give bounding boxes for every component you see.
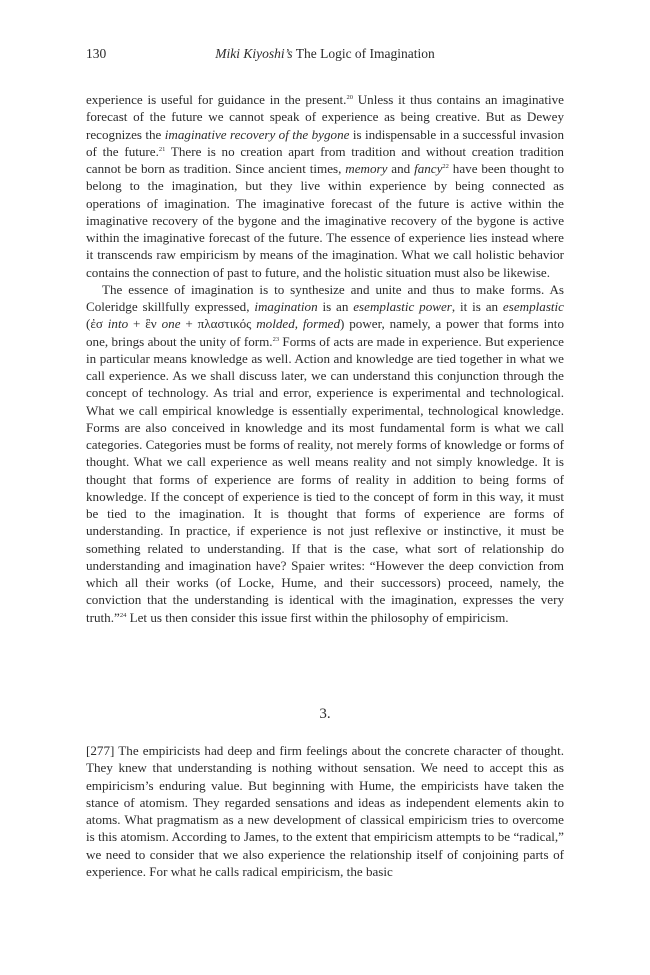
- running-head: [86, 46, 564, 64]
- page-number: 130: [86, 46, 107, 61]
- emphasis: molded, formed: [256, 316, 341, 332]
- text-run: (ἐσ: [86, 316, 108, 332]
- text-run: , it is an: [451, 299, 503, 314]
- paragraph-2: [86, 281, 564, 626]
- footnote-ref-23: 23: [272, 335, 280, 343]
- text-run: experience is useful for guidance in the present.: [86, 92, 347, 107]
- emphasis: imagination: [254, 299, 318, 314]
- emphasis: one: [161, 316, 181, 332]
- emphasis: into: [107, 316, 129, 332]
- text-run: Let us then consider this issue first within the philosophy of empiricism.: [126, 609, 509, 625]
- footnote-ref-21: 21: [158, 145, 166, 153]
- text-run: is an: [317, 299, 354, 314]
- text-run: have been thought to belong to the imagination, but they live within experience by being connected as operations of imagination. The imaginative forecast of the future is active within the imaginative recovery of the bygone and the imaginative recovery of the bygone is active within the imaginative forecast of the future. The essence of experience lies instead where it transcends raw empiricism by means of the imagination. What we call holistic behavior contains the connection of past to future, and the holistic situation must also be likewise.: [86, 161, 564, 280]
- text-run: There is no creation apart from tradition and without creation tradition cannot be born as tradition. Since ancient times,: [86, 143, 564, 176]
- text-run: Unless it thus contains an imaginative forecast of the future we cannot speak of experience as being creative. But as Dewey recognizes the: [86, 92, 564, 142]
- footnote-ref-20: 20: [346, 94, 353, 101]
- emphasis: fancy: [414, 161, 443, 176]
- text-run: + πλαστικός: [180, 316, 257, 332]
- running-title-book: The Logic of Imagination: [292, 46, 435, 61]
- emphasis: memory: [345, 161, 388, 176]
- emphasis: esemplastic: [502, 299, 564, 314]
- section-heading: 3.: [319, 706, 331, 722]
- text-run: is indispensable in a successful invasion of the future.: [86, 126, 564, 159]
- text-run: Forms of acts are made in experience. But experience in particular means knowledge as well. Action and knowledge are tied together in what we call experience. As we shall discuss later, we can understand this conjunction through the concept of technology. As trial and error, experience is experimental and technological. What we call empirical knowledge is essentially experimental, technological knowledge. Forms are also conceived in knowledge and its most fundamental form is what we call categories. Categories must be forms of reality, not merely forms of knowledge or forms of thought. What we call experience as well means reality and not simply knowledge. It is thought that forms of experience are forms of reality in addition to being forms of knowledge. If the concept of experience is tied to the concept of form in this way, it must be tied to the imagination. It is thought that forms of experience are forms of understanding. In practice, if experience is not just reflexive or instinctive, it must be something related to understanding. If that is the case, what sort of relationship do understanding and imagination have? Spaier writes: “However the deep conviction from which all their works (of Locke, Hume, and their successors) proceed, namely, the conviction that the understanding is identical with the imagination, expresses the very truth.”: [86, 333, 564, 625]
- main-text: [86, 91, 564, 626]
- running-title-author: Miki Kiyoshi’s: [215, 46, 293, 61]
- footnote-ref-24: 24: [119, 611, 127, 619]
- paragraph-3: [277] The empiricists had deep and firm feelings about the concrete character of thought. They knew that understanding is nothing without sensation. We need to accept this as empiricism’s enduring value. But beginning with Hume, the empiricists have taken the stance of atomism. They regarded sensations and ideas as independent elements akin to atoms. What pragmatism as a new development of classical empiricism tries to overcome is this atomism. According to James, to the extent that empiricism attempts to be “radical,” we need to consider that we also experience the relationship itself of conjoining parts of experience. For what he calls radical empiricism, the basic: [86, 743, 564, 879]
- emphasis: esemplastic power: [353, 299, 452, 314]
- paragraph-1: [86, 91, 564, 281]
- section-text: [86, 742, 564, 880]
- footnote-ref-22: 22: [442, 163, 449, 170]
- text-run: and: [387, 161, 415, 176]
- text-run: ) power, namely, a power that forms into one, brings about the unity of form.: [86, 316, 564, 349]
- running-title: [86, 46, 564, 62]
- text-run: The essence of imagination is to synthesize and unite and thus to make forms. As Coleridge skillfully expressed,: [86, 281, 564, 314]
- text-run: + ἓν: [128, 316, 162, 332]
- emphasis: imaginative recovery of the bygone: [164, 126, 350, 142]
